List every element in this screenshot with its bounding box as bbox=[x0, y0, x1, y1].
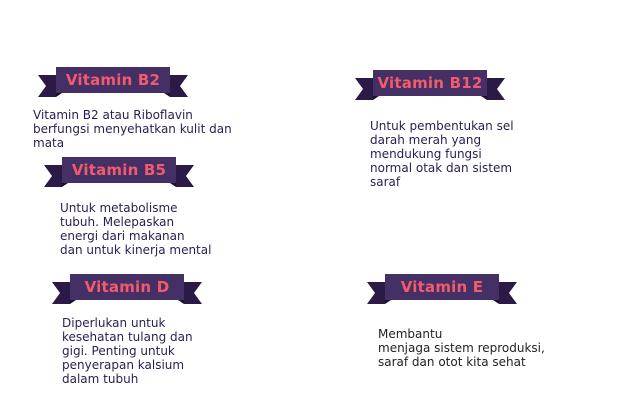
ribbon-vitamin-b2 bbox=[38, 67, 188, 93]
ribbon-title: Vitamin B12 bbox=[377, 74, 483, 92]
ribbon-title: Vitamin D bbox=[84, 278, 170, 296]
ribbon-title: Vitamin B2 bbox=[65, 71, 161, 89]
vitamin-e-description: Membantu menjaga sistem reproduksi, saraf dan otot kita sehat bbox=[378, 327, 545, 369]
vitamin-b5-description: Untuk metabolisme tubuh. Melepaskan energi dari makanan dan untuk kinerja mental bbox=[60, 201, 212, 257]
ribbon-title: Vitamin B5 bbox=[71, 161, 167, 179]
ribbon-vitamin-e bbox=[367, 274, 517, 300]
ribbon-vitamin-b12 bbox=[355, 70, 505, 96]
ribbon-vitamin-d bbox=[52, 274, 202, 300]
ribbon-title: Vitamin E bbox=[400, 278, 484, 296]
vitamin-b2-description: Vitamin B2 atau Riboflavin berfungsi menyehatkan kulit dan mata bbox=[33, 108, 232, 150]
vitamin-b12-description: Untuk pembentukan sel darah merah yang mendukung fungsi normal otak dan sistem saraf bbox=[370, 119, 514, 189]
vitamin-d-description: Diperlukan untuk kesehatan tulang dan gigi. Penting untuk penyerapan kalsium dalam tubuh bbox=[62, 316, 193, 386]
ribbon-vitamin-b5 bbox=[44, 157, 194, 183]
